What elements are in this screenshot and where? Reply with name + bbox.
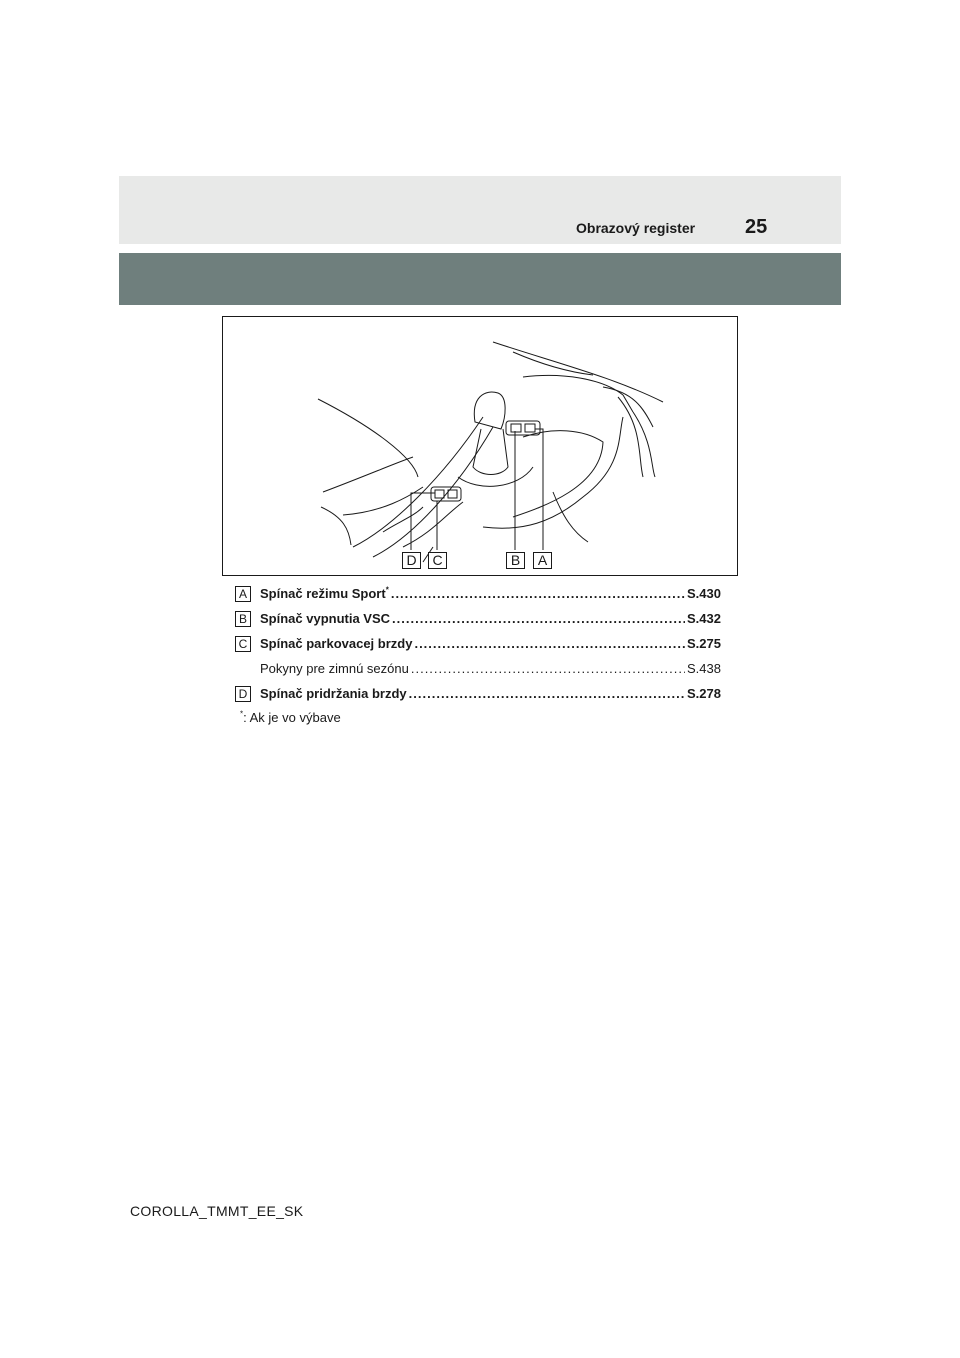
leader-dots xyxy=(391,586,685,602)
center-console-drawing xyxy=(223,317,739,577)
footnote-mark: * xyxy=(385,585,389,595)
leader-dots xyxy=(392,611,685,627)
leader-dots xyxy=(409,686,685,702)
entry-label: Spínač pridržania brzdy xyxy=(260,686,407,701)
page-reference-link[interactable]: S.432 xyxy=(687,611,721,626)
page-number: 25 xyxy=(745,216,768,238)
leader-dots xyxy=(414,636,685,652)
index-entry-sport-mode xyxy=(235,586,721,606)
footnote-mark: * xyxy=(240,709,244,719)
index-entry-brake-hold xyxy=(235,686,721,706)
callout-c: C xyxy=(428,552,447,569)
callout-b: B xyxy=(506,552,525,569)
callout-d: D xyxy=(402,552,421,569)
footnote-text: : Ak je vo výbave xyxy=(243,710,341,725)
leader-dots xyxy=(411,661,685,677)
entry-marker: D xyxy=(235,686,251,702)
page-reference-link[interactable]: S.275 xyxy=(687,636,721,651)
header-band xyxy=(119,176,841,244)
entry-marker: B xyxy=(235,611,251,627)
callout-a: A xyxy=(533,552,552,569)
entry-marker: A xyxy=(235,586,251,602)
entry-label: Spínač vypnutia VSC xyxy=(260,611,391,626)
page-reference-link[interactable]: S.278 xyxy=(687,686,721,701)
index-entry-parking-brake xyxy=(235,636,721,656)
entry-label: Spínač parkovacej brzdy xyxy=(260,636,413,651)
section-title: Obrazový register xyxy=(576,220,696,236)
entry-marker: C xyxy=(235,636,251,652)
section-bar xyxy=(119,253,841,305)
page-reference-link[interactable]: S.438 xyxy=(687,661,721,676)
page-reference-link[interactable]: S.430 xyxy=(687,586,721,601)
document-code: COROLLA_TMMT_EE_SK xyxy=(130,1203,304,1219)
console-illustration xyxy=(222,316,738,576)
entry-label: Pokyny pre zimnú sezónu xyxy=(260,661,409,676)
index-entry-vsc-off xyxy=(235,611,721,631)
entry-label: Spínač režimu Sport* xyxy=(260,585,389,601)
footnote xyxy=(240,710,341,725)
index-subentry-winter xyxy=(235,661,721,681)
